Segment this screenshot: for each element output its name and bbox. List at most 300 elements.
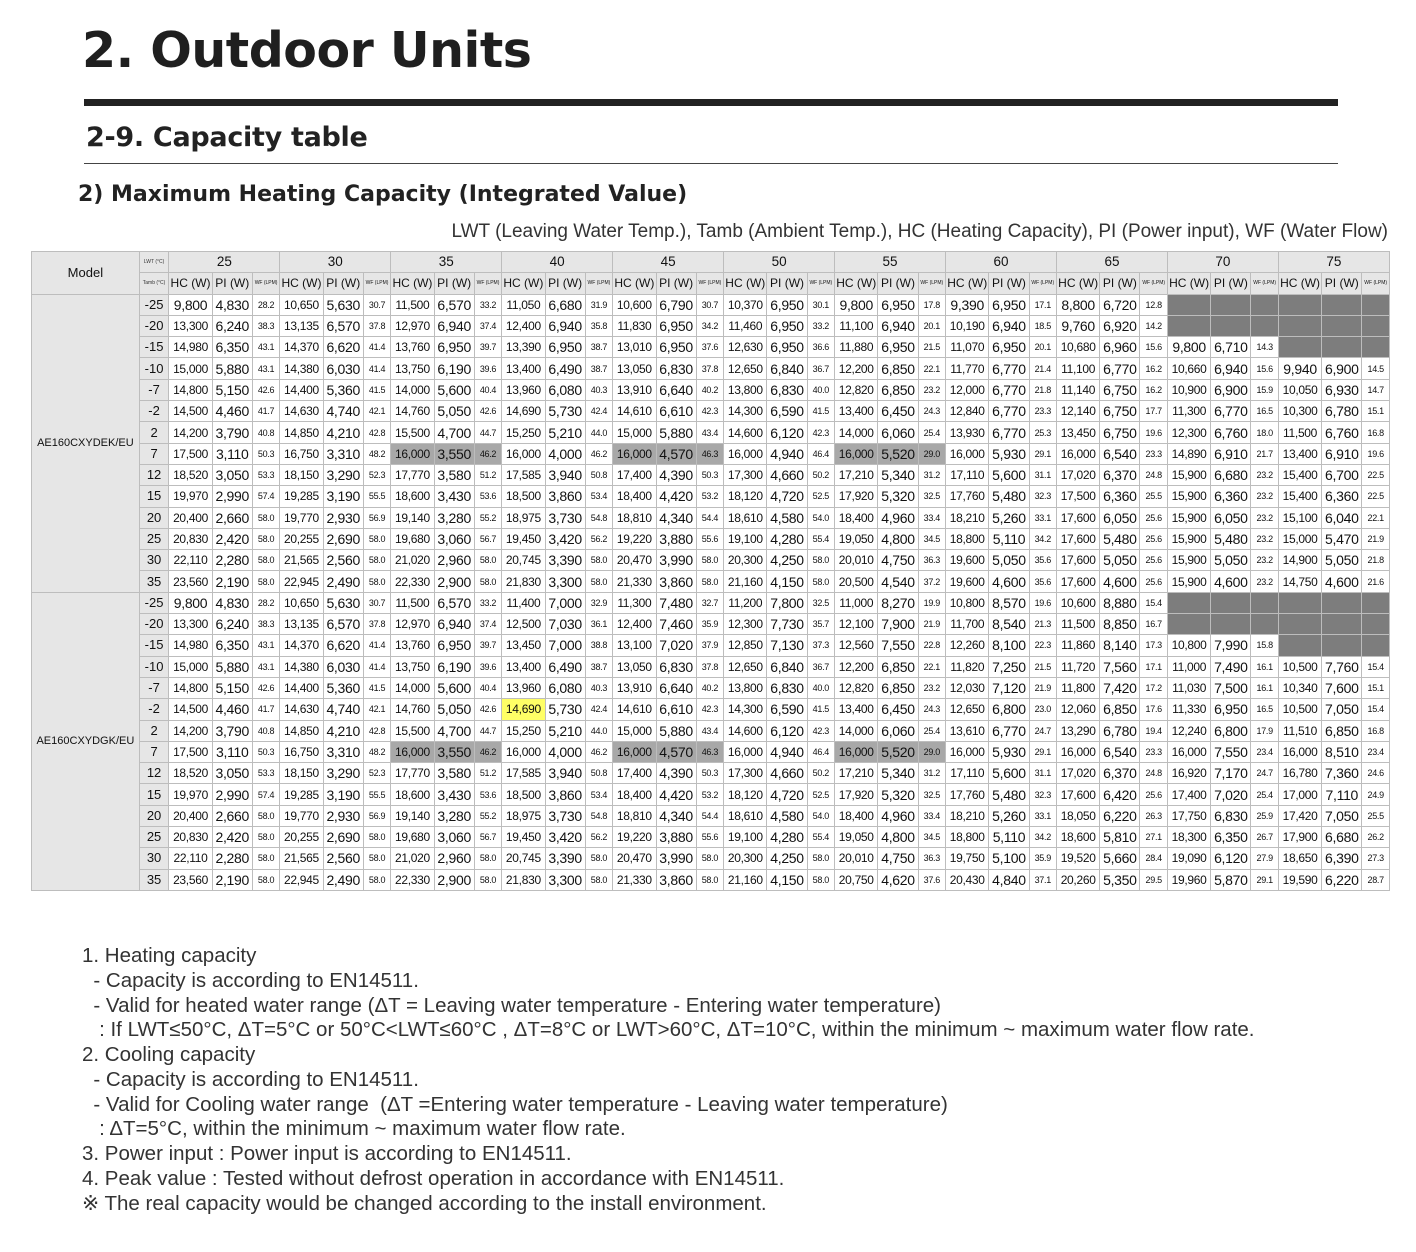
wf-value: 50.2 <box>807 464 834 485</box>
pi-value: 4,250 <box>767 848 807 869</box>
pi-value: 6,850 <box>878 656 918 677</box>
wf-value: 58.0 <box>585 550 612 571</box>
pi-value: 6,850 <box>1322 720 1362 741</box>
pi-value: 2,690 <box>323 827 363 848</box>
pi-value: 4,660 <box>767 464 807 485</box>
wf-value: 42.6 <box>474 699 501 720</box>
hc-value: 18,975 <box>502 507 545 528</box>
hc-value: 11,000 <box>1167 656 1210 677</box>
hc-value: 15,250 <box>502 720 545 741</box>
note-line: - Capacity is according to EN14511. <box>82 968 419 992</box>
pi-value: 2,960 <box>434 848 474 869</box>
pi-value: 4,390 <box>656 464 696 485</box>
hc-value: 11,330 <box>1167 699 1210 720</box>
hc-value: 16,000 <box>946 443 989 464</box>
wf-value: 50.3 <box>696 763 723 784</box>
pi-value: 3,060 <box>434 827 474 848</box>
pi-value: 6,920 <box>1100 315 1140 336</box>
pi-value <box>1322 592 1362 613</box>
pi-value: 6,770 <box>1211 401 1251 422</box>
pi-value: 4,600 <box>1100 571 1140 592</box>
wf-value: 30.7 <box>696 294 723 315</box>
hc-value: 13,450 <box>502 635 545 656</box>
hc-value: 10,500 <box>1278 699 1321 720</box>
wf-value: 58.0 <box>252 869 279 890</box>
wf-value: 46.2 <box>585 741 612 762</box>
hc-value: 11,000 <box>835 592 878 613</box>
hc-header: HC (W) <box>613 273 656 294</box>
pi-value: 5,930 <box>989 443 1029 464</box>
wf-value: 58.0 <box>363 550 390 571</box>
hc-value: 17,420 <box>1278 805 1321 826</box>
hc-value: 16,780 <box>1278 763 1321 784</box>
wf-value: 56.2 <box>585 827 612 848</box>
table-row <box>32 614 1390 635</box>
pi-value: 3,990 <box>656 848 696 869</box>
hc-value: 20,300 <box>724 550 767 571</box>
pi-value: 6,420 <box>1100 784 1140 805</box>
pi-value: 6,720 <box>1100 294 1140 315</box>
hc-value: 14,690 <box>502 401 545 422</box>
wf-value: 58.0 <box>474 869 501 890</box>
pi-value: 6,800 <box>1211 720 1251 741</box>
pi-value: 6,040 <box>1322 507 1362 528</box>
hc-value: 21,020 <box>391 848 434 869</box>
wf-value: 32.5 <box>807 592 834 613</box>
hc-value: 12,970 <box>391 315 434 336</box>
pi-value: 7,250 <box>989 656 1029 677</box>
wf-value: 53.4 <box>585 486 612 507</box>
hc-value: 13,050 <box>613 656 656 677</box>
pi-value: 4,800 <box>878 528 918 549</box>
pi-value: 5,150 <box>212 677 252 698</box>
wf-value: 14.7 <box>1362 379 1390 400</box>
pi-value: 4,960 <box>878 805 918 826</box>
pi-value: 5,480 <box>1100 528 1140 549</box>
hc-value: 13,960 <box>502 379 545 400</box>
hc-value: 12,820 <box>835 677 878 698</box>
pi-value: 2,280 <box>212 550 252 571</box>
pi-value: 4,600 <box>989 571 1029 592</box>
pi-value: 6,620 <box>323 635 363 656</box>
wf-value: 16.8 <box>1362 422 1390 443</box>
pi-value: 5,880 <box>656 422 696 443</box>
tamb-value: 2 <box>139 422 169 443</box>
hc-value: 17,110 <box>946 464 989 485</box>
pi-value: 6,120 <box>767 422 807 443</box>
hc-value: 11,300 <box>1167 401 1210 422</box>
hc-value: 12,850 <box>724 635 767 656</box>
pi-value: 6,950 <box>545 337 585 358</box>
pi-value: 8,880 <box>1100 592 1140 613</box>
pi-value: 6,450 <box>878 401 918 422</box>
pi-value: 6,190 <box>434 358 474 379</box>
wf-value: 17.1 <box>1029 294 1056 315</box>
hc-value: 17,600 <box>1056 784 1099 805</box>
hc-value <box>1278 614 1321 635</box>
hc-value: 17,400 <box>613 464 656 485</box>
hc-value: 19,285 <box>280 784 323 805</box>
wf-value: 15.1 <box>1362 677 1390 698</box>
pi-value: 5,630 <box>323 592 363 613</box>
pi-value: 6,940 <box>434 614 474 635</box>
wf-value: 17.8 <box>918 294 945 315</box>
hc-value: 18,975 <box>502 805 545 826</box>
pi-value: 2,190 <box>212 869 252 890</box>
pi-value <box>1211 592 1251 613</box>
model-header: Model <box>32 252 140 295</box>
pi-value: 6,940 <box>1211 358 1251 379</box>
table-row <box>32 763 1390 784</box>
wf-value: 19.4 <box>1140 720 1167 741</box>
wf-value: 41.5 <box>807 401 834 422</box>
hc-value: 11,830 <box>613 315 656 336</box>
wf-value: 35.6 <box>1029 571 1056 592</box>
wf-value: 15.1 <box>1362 401 1390 422</box>
wf-value: 58.0 <box>474 571 501 592</box>
table-row <box>32 869 1390 890</box>
pi-value: 6,390 <box>1322 848 1362 869</box>
table-row <box>32 635 1390 656</box>
hc-value: 17,500 <box>169 741 212 762</box>
hc-value: 13,050 <box>613 358 656 379</box>
pi-value: 6,950 <box>767 315 807 336</box>
pi-value: 2,660 <box>212 507 252 528</box>
pi-value: 6,360 <box>1322 486 1362 507</box>
hc-value: 12,560 <box>835 635 878 656</box>
wf-value: 25.4 <box>918 422 945 443</box>
wf-value: 58.0 <box>807 848 834 869</box>
hc-value: 15,000 <box>169 656 212 677</box>
pi-value: 4,340 <box>656 805 696 826</box>
hc-value: 14,630 <box>280 401 323 422</box>
wf-value: 58.0 <box>474 848 501 869</box>
hc-value: 15,500 <box>391 422 434 443</box>
tamb-value: -15 <box>139 635 169 656</box>
wf-value: 55.6 <box>696 827 723 848</box>
hc-value: 22,330 <box>391 571 434 592</box>
hc-value: 17,600 <box>1056 550 1099 571</box>
pi-value: 5,470 <box>1322 528 1362 549</box>
hc-value: 22,945 <box>280 571 323 592</box>
pi-value: 4,740 <box>323 699 363 720</box>
tamb-value: -2 <box>139 699 169 720</box>
pi-header: PI (W) <box>656 273 696 294</box>
wf-value: 15.8 <box>1251 635 1278 656</box>
hc-value: 13,960 <box>502 677 545 698</box>
note-line: 1. Heating capacity <box>82 944 257 967</box>
wf-value: 58.0 <box>252 571 279 592</box>
tamb-value: 2 <box>139 720 169 741</box>
legend-text: LWT (Leaving Water Temp.), Tamb (Ambient Temp.), HC (Heating Capacity), PI (Power input), WF (Water Flow) <box>451 221 1388 242</box>
pi-value: 4,700 <box>434 720 474 741</box>
pi-value: 2,660 <box>212 805 252 826</box>
tamb-value: 25 <box>139 827 169 848</box>
wf-value: 52.3 <box>363 763 390 784</box>
pi-value: 6,120 <box>767 720 807 741</box>
tamb-value: 15 <box>139 486 169 507</box>
hc-value: 14,200 <box>169 720 212 741</box>
hc-value: 14,690 <box>502 699 545 720</box>
wf-value: 25.5 <box>1140 486 1167 507</box>
tamb-value: -7 <box>139 677 169 698</box>
pi-value: 6,490 <box>545 358 585 379</box>
wf-value: 37.4 <box>474 315 501 336</box>
pi-value: 4,540 <box>878 571 918 592</box>
pi-value: 3,990 <box>656 550 696 571</box>
hc-value <box>1167 592 1210 613</box>
pi-value: 4,150 <box>767 869 807 890</box>
wf-value: 19.6 <box>1140 422 1167 443</box>
wf-value: 16.5 <box>1251 699 1278 720</box>
title-rule <box>84 99 1338 106</box>
hc-value: 18,610 <box>724 805 767 826</box>
hc-value: 18,810 <box>613 507 656 528</box>
pi-header: PI (W) <box>767 273 807 294</box>
wf-value: 18.5 <box>1029 315 1056 336</box>
hc-value: 17,300 <box>724 464 767 485</box>
hc-header: HC (W) <box>391 273 434 294</box>
hc-value: 17,920 <box>835 784 878 805</box>
wf-value: 29.0 <box>918 443 945 464</box>
hc-value <box>1278 337 1321 358</box>
wf-value: 21.9 <box>1362 528 1390 549</box>
wf-value: 50.3 <box>696 464 723 485</box>
pi-value: 6,590 <box>767 401 807 422</box>
wf-value: 58.0 <box>807 550 834 571</box>
wf-header: WF (LPM) <box>1251 273 1278 294</box>
wf-value: 17.9 <box>1251 720 1278 741</box>
hc-value: 11,700 <box>946 614 989 635</box>
hc-value: 20,430 <box>946 869 989 890</box>
pi-value: 7,020 <box>1211 784 1251 805</box>
pi-value: 2,420 <box>212 827 252 848</box>
pi-value: 7,050 <box>1322 805 1362 826</box>
hc-value: 10,500 <box>1278 656 1321 677</box>
pi-value: 6,760 <box>1322 422 1362 443</box>
table-row <box>32 294 1390 315</box>
wf-value: 23.2 <box>1251 528 1278 549</box>
tamb-value: -10 <box>139 358 169 379</box>
hc-value: 20,255 <box>280 827 323 848</box>
hc-value: 20,300 <box>724 848 767 869</box>
hc-value: 20,830 <box>169 528 212 549</box>
lwt-header: 35 <box>391 252 502 273</box>
pi-header: PI (W) <box>1322 273 1362 294</box>
table-row <box>32 656 1390 677</box>
wf-value: 31.9 <box>585 294 612 315</box>
hc-value: 9,760 <box>1056 315 1099 336</box>
hc-value: 19,285 <box>280 486 323 507</box>
wf-value: 23.3 <box>1140 443 1167 464</box>
pi-value: 6,800 <box>989 699 1029 720</box>
table-row <box>32 358 1390 379</box>
hc-value: 15,900 <box>1167 550 1210 571</box>
wf-value: 32.3 <box>1029 486 1056 507</box>
hc-value: 13,300 <box>169 614 212 635</box>
hc-value: 14,610 <box>613 699 656 720</box>
pi-value: 4,420 <box>656 486 696 507</box>
pi-value: 5,320 <box>878 486 918 507</box>
pi-value: 4,720 <box>767 486 807 507</box>
hc-value: 17,920 <box>835 486 878 507</box>
wf-value: 17.2 <box>1140 677 1167 698</box>
hc-value: 19,770 <box>280 507 323 528</box>
hc-value: 20,010 <box>835 550 878 571</box>
pi-value: 2,420 <box>212 528 252 549</box>
wf-value: 58.0 <box>252 528 279 549</box>
hc-value: 20,830 <box>169 827 212 848</box>
hc-value: 18,650 <box>1278 848 1321 869</box>
hc-value: 17,400 <box>1167 784 1210 805</box>
tamb-value: 30 <box>139 550 169 571</box>
pi-value: 4,580 <box>767 805 807 826</box>
hc-value: 14,980 <box>169 337 212 358</box>
hc-value: 19,970 <box>169 486 212 507</box>
wf-value: 58.0 <box>696 550 723 571</box>
wf-value: 40.4 <box>474 379 501 400</box>
wf-value: 20.1 <box>1029 337 1056 358</box>
hc-value: 15,500 <box>391 720 434 741</box>
pi-value: 3,390 <box>545 848 585 869</box>
wf-value: 58.0 <box>807 869 834 890</box>
wf-header: WF (LPM) <box>585 273 612 294</box>
wf-value <box>1251 294 1278 315</box>
hc-value: 10,660 <box>1167 358 1210 379</box>
wf-value: 22.1 <box>1362 507 1390 528</box>
pi-value: 4,720 <box>767 784 807 805</box>
wf-value: 52.5 <box>807 486 834 507</box>
note-line: - Valid for Cooling water range (ΔT =Entering water temperature - Leaving water temperature) <box>82 1092 948 1116</box>
section-title: 2. Outdoor Units <box>82 22 532 79</box>
wf-value: 25.4 <box>918 720 945 741</box>
hc-value: 11,500 <box>1056 614 1099 635</box>
hc-value: 14,000 <box>835 422 878 443</box>
hc-value: 12,400 <box>502 315 545 336</box>
hc-value: 17,600 <box>1056 571 1099 592</box>
pi-value: 5,600 <box>434 379 474 400</box>
hc-value: 11,300 <box>613 592 656 613</box>
hc-value: 20,400 <box>169 507 212 528</box>
wf-value: 42.6 <box>252 379 279 400</box>
hc-value: 13,930 <box>946 422 989 443</box>
hc-value: 16,750 <box>280 741 323 762</box>
table-row <box>32 677 1390 698</box>
wf-value: 42.8 <box>363 720 390 741</box>
pi-value: 3,730 <box>545 805 585 826</box>
wf-value: 48.2 <box>363 741 390 762</box>
wf-value: 21.5 <box>918 337 945 358</box>
wf-value: 24.3 <box>918 401 945 422</box>
hc-value: 16,920 <box>1167 763 1210 784</box>
hc-value: 19,960 <box>1167 869 1210 890</box>
pi-value: 2,990 <box>212 486 252 507</box>
pi-value: 5,210 <box>545 720 585 741</box>
table-row <box>32 741 1390 762</box>
pi-value: 6,950 <box>767 337 807 358</box>
wf-value: 37.4 <box>474 614 501 635</box>
wf-value: 53.6 <box>474 784 501 805</box>
hc-value: 13,450 <box>1056 422 1099 443</box>
wf-value: 56.2 <box>585 528 612 549</box>
wf-value: 40.0 <box>807 677 834 698</box>
pi-value: 3,860 <box>656 869 696 890</box>
pi-value: 6,950 <box>878 294 918 315</box>
wf-value <box>1362 614 1390 635</box>
wf-value: 53.2 <box>696 486 723 507</box>
pi-value: 8,850 <box>1100 614 1140 635</box>
pi-value: 3,790 <box>212 720 252 741</box>
tamb-value: -25 <box>139 592 169 613</box>
tamb-value: -10 <box>139 656 169 677</box>
wf-value: 36.7 <box>807 656 834 677</box>
wf-value: 36.3 <box>918 848 945 869</box>
hc-value: 19,680 <box>391 528 434 549</box>
hc-value: 12,970 <box>391 614 434 635</box>
wf-value: 23.2 <box>918 379 945 400</box>
hc-value: 11,720 <box>1056 656 1099 677</box>
wf-value: 22.5 <box>1362 486 1390 507</box>
pi-value: 4,750 <box>878 848 918 869</box>
wf-value: 19.6 <box>1362 443 1390 464</box>
hc-value: 11,820 <box>946 656 989 677</box>
hc-value: 19,600 <box>946 571 989 592</box>
hc-value: 16,000 <box>835 443 878 464</box>
hc-value: 19,520 <box>1056 848 1099 869</box>
pi-value: 6,350 <box>212 337 252 358</box>
hc-value: 18,810 <box>613 805 656 826</box>
pi-value: 6,590 <box>767 699 807 720</box>
hc-value: 12,630 <box>724 337 767 358</box>
hc-value: 10,340 <box>1278 677 1321 698</box>
wf-value <box>1362 315 1390 336</box>
hc-header: HC (W) <box>946 273 989 294</box>
hc-value: 10,050 <box>1278 379 1321 400</box>
hc-value: 12,140 <box>1056 401 1099 422</box>
pi-value: 2,560 <box>323 848 363 869</box>
model-name: AE160CXYDEK/EU <box>32 294 140 592</box>
wf-value <box>1251 592 1278 613</box>
wf-value: 25.3 <box>1029 422 1056 443</box>
pi-value: 5,360 <box>323 379 363 400</box>
hc-value: 18,600 <box>391 486 434 507</box>
hc-value: 17,760 <box>946 784 989 805</box>
pi-value: 7,550 <box>1211 741 1251 762</box>
wf-value: 55.5 <box>363 486 390 507</box>
pi-value: 6,570 <box>323 614 363 635</box>
pi-value: 6,940 <box>989 315 1029 336</box>
pi-value: 3,790 <box>212 422 252 443</box>
pi-value: 7,020 <box>656 635 696 656</box>
wf-value: 58.0 <box>474 550 501 571</box>
pi-value: 4,460 <box>212 401 252 422</box>
hc-value: 18,500 <box>502 784 545 805</box>
pi-header: PI (W) <box>545 273 585 294</box>
hc-value: 19,970 <box>169 784 212 805</box>
wf-value: 19.6 <box>1029 592 1056 613</box>
lwt-axis-label: LWT (°C) <box>139 252 169 273</box>
hc-value: 17,750 <box>1167 805 1210 826</box>
wf-value: 38.7 <box>585 656 612 677</box>
pi-value: 6,850 <box>878 358 918 379</box>
pi-value <box>1211 294 1251 315</box>
hc-value: 11,500 <box>391 294 434 315</box>
hc-value: 15,000 <box>613 422 656 443</box>
hc-value: 18,400 <box>613 486 656 507</box>
hc-value: 17,600 <box>1056 528 1099 549</box>
hc-value: 19,050 <box>835 827 878 848</box>
pi-value: 5,600 <box>989 763 1029 784</box>
